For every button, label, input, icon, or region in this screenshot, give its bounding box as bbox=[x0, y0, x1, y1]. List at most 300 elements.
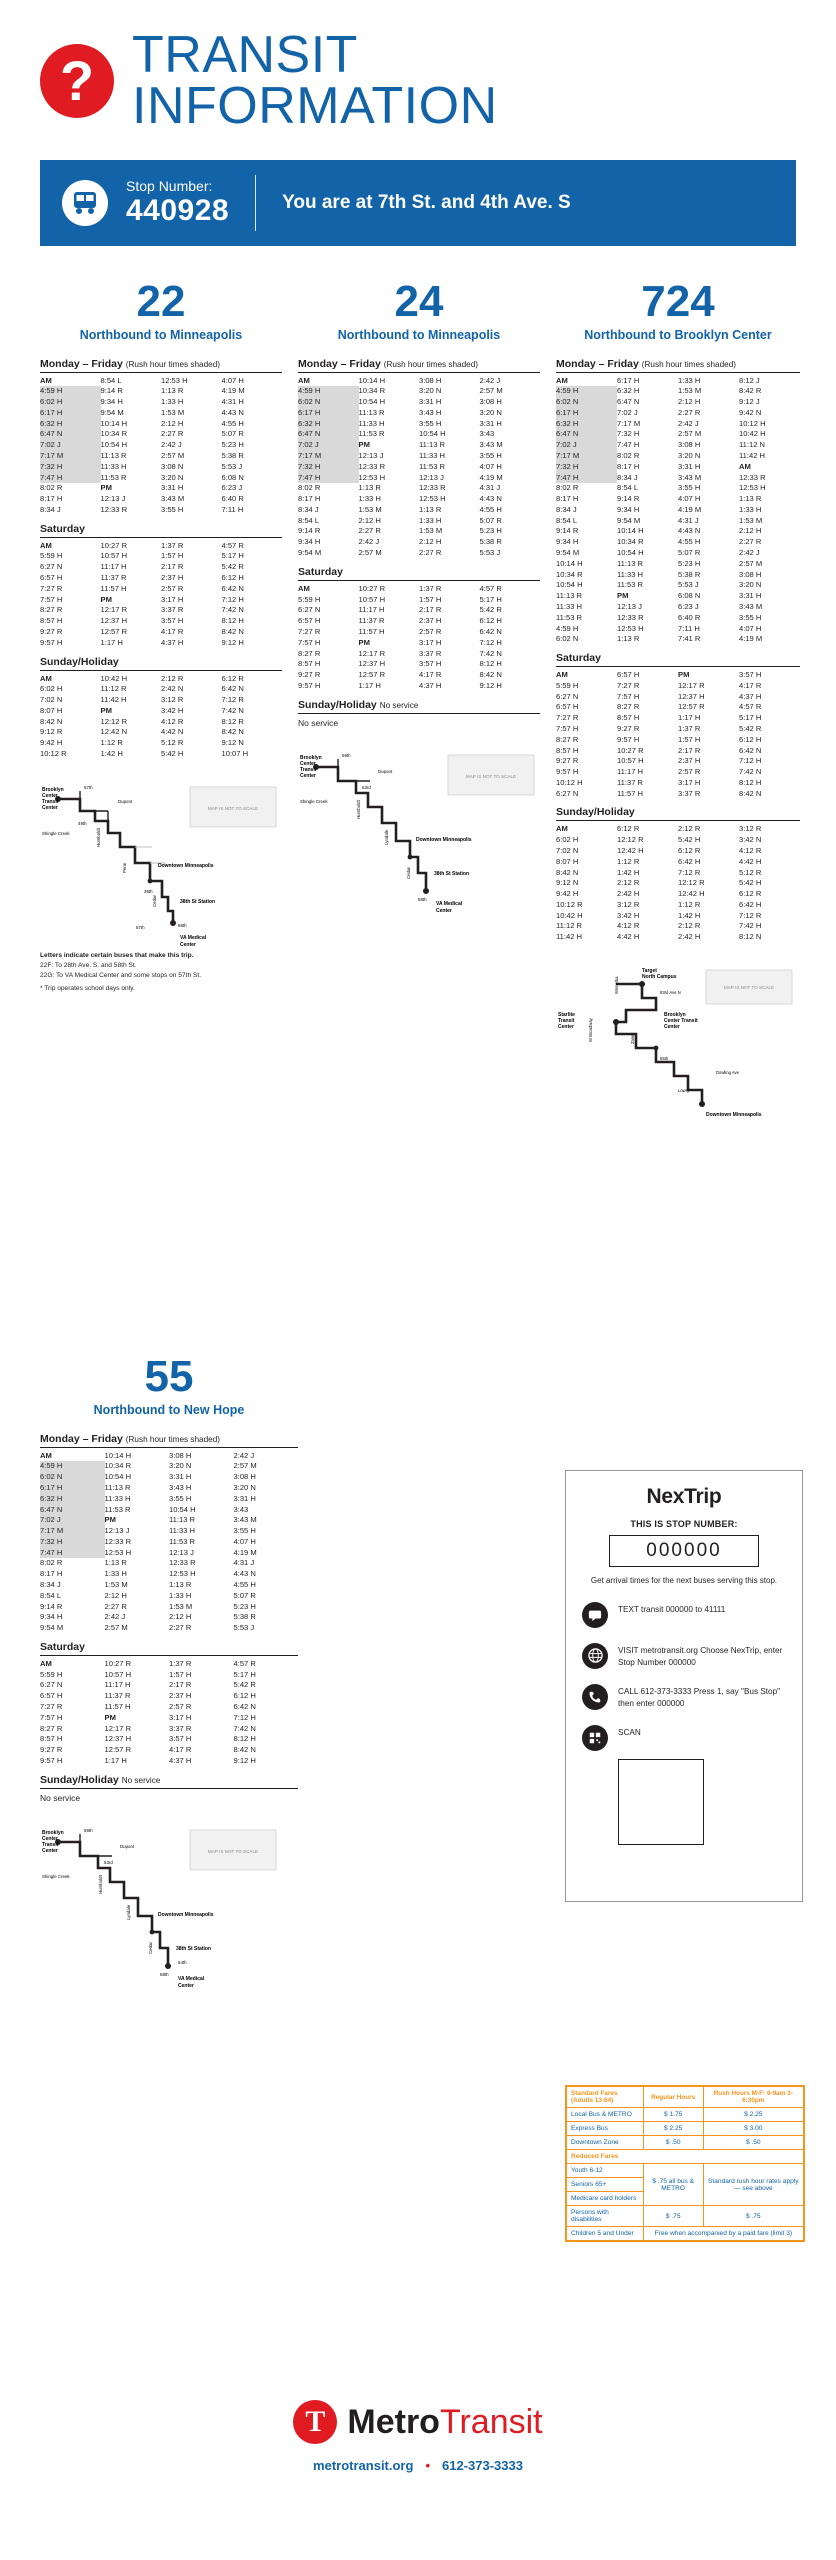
schedule-time: 9:27 R bbox=[617, 723, 640, 733]
schedule-time: 3:31 H bbox=[739, 591, 762, 601]
schedule-time: 1:17 H bbox=[678, 713, 701, 723]
schedule-time: 9:12 N bbox=[221, 738, 244, 748]
schedule-time: 11:57 H bbox=[100, 583, 127, 593]
schedule-time: 5:23 H bbox=[233, 1601, 256, 1611]
stop-number-value: 440928 bbox=[126, 193, 230, 227]
svg-text:Center Transit: Center Transit bbox=[664, 1018, 698, 1025]
schedule-time: 9:57 H bbox=[617, 734, 640, 744]
schedule-time: 8:54 L bbox=[100, 375, 122, 385]
fare-rush: $ .50 bbox=[703, 2136, 803, 2150]
map-note-1: 22F: To 28th Ave. S. and 58th St. bbox=[40, 961, 137, 969]
schedule-time: 11:53 R bbox=[100, 472, 127, 482]
schedule-time: 4:19 M bbox=[233, 1547, 257, 1557]
schedule-time: 2:57 M bbox=[161, 451, 185, 460]
schedule-time: 2:12 H bbox=[104, 1590, 127, 1600]
schedule-time: AM bbox=[556, 375, 568, 385]
schedule-time: 4:59 H bbox=[40, 386, 101, 397]
schedule-spacer bbox=[298, 559, 540, 566]
svg-text:49th: 49th bbox=[78, 820, 87, 826]
schedule-time: 1:53 M bbox=[358, 504, 382, 514]
schedule-time: 11:57 H bbox=[617, 788, 644, 798]
schedule-time: 8:57 H bbox=[40, 616, 63, 626]
schedule-time: 3:31 H bbox=[233, 1493, 256, 1503]
schedule-time: 10:54 H bbox=[556, 580, 583, 590]
nextrip-logo-next: Nex bbox=[646, 1485, 685, 1508]
schedule-time: AM bbox=[40, 375, 52, 385]
schedule-time: 8:54 L bbox=[298, 515, 320, 525]
stop-number-label: Stop Number: bbox=[126, 178, 213, 195]
schedule-time: 5:42 R bbox=[739, 723, 762, 733]
schedule-time: 8:54 L bbox=[617, 483, 639, 493]
schedule-time: 7:42 H bbox=[739, 921, 762, 931]
schedule-time: 10:54 H bbox=[617, 548, 644, 558]
schedule-time: 5:12 R bbox=[161, 738, 184, 748]
svg-text:57th: 57th bbox=[84, 784, 93, 790]
schedule-time: 1:13 R bbox=[358, 483, 381, 493]
schedule-grid bbox=[40, 674, 282, 760]
schedule-time: 12:42 H bbox=[678, 889, 705, 899]
schedule-time: 7:17 M bbox=[40, 1526, 105, 1537]
schedule-time: 11:13 R bbox=[104, 1482, 131, 1492]
schedule-time: 11:42 H bbox=[100, 695, 127, 705]
schedule-time: 12:13 J bbox=[419, 472, 444, 482]
fare-label: Persons with disabilities bbox=[567, 2206, 644, 2227]
route-direction: Northbound to Minneapolis bbox=[337, 327, 501, 342]
nextrip-option-scan-label: SCAN bbox=[618, 1727, 641, 1737]
schedule-time: 8:07 H bbox=[556, 856, 579, 866]
fares-header-regular: Regular Hours bbox=[643, 2087, 703, 2108]
schedule-grid bbox=[40, 1451, 298, 1634]
schedule-time: 4:31 H bbox=[221, 397, 244, 407]
schedule-time: 10:07 H bbox=[221, 748, 249, 758]
schedule-time: 10:27 R bbox=[104, 1658, 132, 1668]
fares-reduced-title: Reduced Fares bbox=[567, 2150, 804, 2164]
schedule-time: 4:12 R bbox=[617, 921, 640, 931]
schedule-time: 8:54 L bbox=[40, 1590, 62, 1600]
schedule-time: 5:17 H bbox=[479, 594, 502, 604]
schedule-time: 7:57 H bbox=[556, 723, 579, 733]
schedule-time: 7:02 N bbox=[556, 846, 579, 855]
schedule-time: 4:42 H bbox=[739, 856, 762, 866]
table-row bbox=[567, 2122, 804, 2136]
table-row bbox=[567, 2108, 804, 2122]
schedule-time: 1:13 R bbox=[739, 494, 762, 504]
schedule-time: 4:17 R bbox=[739, 680, 762, 690]
schedule-time: 6:40 R bbox=[678, 612, 701, 622]
schedule-time: 6:12 R bbox=[221, 673, 244, 683]
schedule-spacer bbox=[556, 645, 800, 652]
nextrip-logo-trip: Trip bbox=[684, 1485, 722, 1508]
schedule-time: 3:37 R bbox=[161, 605, 184, 615]
schedule-time: 8:12 R bbox=[221, 716, 244, 726]
schedule-time: 11:42 H bbox=[556, 932, 583, 942]
schedule-time: 2:12 R bbox=[161, 673, 184, 683]
schedule-time: 11:33 H bbox=[617, 569, 644, 579]
svg-text:Center: Center bbox=[42, 792, 58, 799]
schedule-time: 4:43 N bbox=[678, 526, 701, 536]
schedule-time: 1:53 M bbox=[161, 407, 185, 417]
schedule-time: 3:20 N bbox=[169, 1461, 192, 1471]
schedule-grid bbox=[40, 1659, 298, 1767]
svg-text:Lowry: Lowry bbox=[678, 1088, 690, 1094]
schedule-time: 1:12 R bbox=[678, 899, 701, 909]
schedule-time: 6:27 N bbox=[556, 691, 579, 701]
schedule-time: 1:33 H bbox=[678, 375, 701, 385]
schedule-time: 12:37 H bbox=[678, 691, 705, 701]
schedule-time: 4:12 R bbox=[739, 846, 762, 855]
schedule-time: 10:34 R bbox=[556, 569, 583, 579]
schedule-time: 1:53 M bbox=[678, 386, 702, 396]
svg-text:MAP IS NOT TO SCALE: MAP IS NOT TO SCALE bbox=[465, 773, 517, 779]
schedule-time: 5:59 H bbox=[298, 594, 321, 604]
schedule-time: 2:12 H bbox=[169, 1612, 192, 1622]
schedule-time: AM bbox=[556, 670, 568, 680]
schedule-time: 1:17 H bbox=[100, 637, 123, 647]
schedule-time: 5:59 H bbox=[40, 1669, 63, 1679]
metro-transit-mark-icon: T bbox=[293, 2400, 337, 2444]
schedule-time: 12:12 R bbox=[617, 835, 644, 845]
schedule-time: 6:02 N bbox=[40, 1472, 105, 1483]
bus-icon bbox=[62, 180, 108, 226]
schedule-time: 6:02 N bbox=[556, 397, 617, 408]
schedule-time: 2:42 J bbox=[233, 1450, 255, 1460]
schedule-time: 9:42 H bbox=[40, 738, 63, 748]
nextrip-option-visit bbox=[582, 1643, 786, 1669]
schedule-time: 5:07 R bbox=[479, 515, 502, 525]
fare-label: Express Bus bbox=[567, 2122, 644, 2136]
schedule-time: 3:55 H bbox=[479, 451, 502, 460]
schedule-time: 6:27 N bbox=[40, 1680, 63, 1690]
schedule-time: 6:32 H bbox=[298, 419, 359, 430]
schedule-time: 5:07 R bbox=[678, 548, 701, 558]
schedule-time: 2:42 J bbox=[358, 537, 380, 547]
schedule-time: 10:57 H bbox=[358, 594, 386, 604]
schedule-time: AM bbox=[40, 1658, 52, 1668]
schedule-time: 1:37 R bbox=[419, 583, 442, 593]
schedule-grid bbox=[556, 670, 800, 799]
schedule-time: 11:17 H bbox=[358, 605, 385, 615]
schedule-time: AM bbox=[556, 824, 568, 834]
schedule-time: 2:12 H bbox=[419, 537, 442, 547]
stop-number-placeholder-box: 000000 bbox=[609, 1535, 759, 1567]
schedule-time: 4:42 N bbox=[161, 727, 184, 737]
schedule-time: 4:31 J bbox=[479, 483, 501, 493]
schedule-time: 2:42 H bbox=[678, 932, 701, 942]
schedule-time: 11:17 H bbox=[617, 767, 644, 777]
schedule-time: 4:07 H bbox=[233, 1536, 256, 1546]
svg-text:Lyndale: Lyndale bbox=[126, 1904, 131, 1920]
route-column-55 bbox=[40, 1352, 298, 1990]
schedule-time: 4:55 H bbox=[233, 1580, 256, 1589]
schedule-time: 3:42 N bbox=[739, 835, 762, 845]
schedule-time: 8:12 H bbox=[221, 616, 244, 626]
schedule-time: 3:12 R bbox=[161, 695, 184, 705]
schedule-time: 10:12 R bbox=[556, 899, 583, 909]
schedule-time: 6:02 N bbox=[556, 634, 579, 644]
schedule-time: 8:57 H bbox=[298, 659, 321, 669]
schedule-time: AM bbox=[40, 1450, 52, 1460]
fare-regular: $ 2.25 bbox=[643, 2122, 703, 2136]
schedule-time: 10:34 R bbox=[100, 429, 128, 439]
stop-location: You are at 7th St. and 4th Ave. S bbox=[282, 191, 571, 213]
schedule-time: 7:17 M bbox=[617, 418, 641, 428]
schedule-time: 10:14 H bbox=[556, 558, 583, 568]
schedule-time: 7:12 H bbox=[479, 637, 502, 647]
schedule-time: 7:02 J bbox=[40, 1515, 105, 1526]
schedule-time: 3:37 R bbox=[678, 788, 701, 798]
schedule-time: 9:54 M bbox=[100, 407, 124, 417]
metro-transit-wordmark bbox=[347, 2403, 542, 2442]
schedule-time: 6:17 H bbox=[40, 408, 101, 419]
table-row bbox=[567, 2227, 804, 2241]
schedule-time: 1:33 H bbox=[419, 515, 442, 525]
schedule-time: 8:42 N bbox=[479, 670, 502, 680]
schedule-time: 5:38 R bbox=[678, 569, 701, 579]
schedule-time: 12:17 R bbox=[678, 680, 705, 690]
schedule-time: 1:42 H bbox=[678, 910, 701, 920]
schedule-time: 6:08 N bbox=[221, 472, 244, 482]
svg-text:Downtown Minneapolis: Downtown Minneapolis bbox=[158, 862, 214, 869]
schedule-time: 3:43 M bbox=[479, 440, 503, 450]
schedule-time: 2:37 H bbox=[678, 756, 701, 766]
map-note-0: Letters indicate certain buses that make this trip. bbox=[40, 951, 194, 959]
schedule-time: 3:55 H bbox=[739, 612, 762, 622]
schedule-time: 3:17 H bbox=[161, 594, 184, 604]
schedule-time: 6:02 H bbox=[40, 397, 101, 408]
schedule-55 bbox=[40, 1433, 298, 1810]
schedule-time: 6:42 N bbox=[233, 1702, 256, 1712]
svg-text:Cedar: Cedar bbox=[406, 866, 411, 879]
schedule-time: 2:42 J bbox=[739, 548, 760, 558]
schedule-time: 3:08 H bbox=[678, 440, 701, 450]
schedule-time: 2:37 H bbox=[161, 573, 184, 583]
route-number: 22 bbox=[136, 276, 186, 326]
schedule-time: 5:38 R bbox=[233, 1612, 256, 1622]
fares-table bbox=[565, 2085, 805, 2242]
schedule-time: 6:42 N bbox=[739, 745, 762, 755]
schedule-spacer bbox=[298, 728, 540, 735]
fare-regular: $ .75 all bus & METRO bbox=[643, 2164, 703, 2206]
schedule-time: 2:27 R bbox=[104, 1601, 127, 1611]
schedule-time: 2:17 R bbox=[419, 605, 442, 615]
schedule-time: 3:17 H bbox=[678, 777, 701, 787]
schedule-time: 10:34 R bbox=[104, 1461, 132, 1471]
route-columns bbox=[28, 276, 808, 1134]
schedule-time: 3:43 H bbox=[169, 1482, 192, 1492]
table-row bbox=[567, 2164, 804, 2178]
schedule-spacer bbox=[40, 1634, 298, 1641]
schedule-time: 7:12 H bbox=[233, 1712, 256, 1722]
svg-text:Dupont: Dupont bbox=[120, 1843, 135, 1849]
schedule-time: 2:42 H bbox=[617, 889, 640, 899]
schedule-time: 5:38 R bbox=[479, 537, 502, 547]
schedule-time: 7:02 J bbox=[40, 440, 101, 451]
schedule-time: 11:53 R bbox=[556, 612, 583, 622]
schedule-time: 6:23 J bbox=[221, 483, 243, 493]
schedule-time: 9:14 R bbox=[40, 1601, 63, 1611]
fare-note: Free when accompanied by a paid fare (limit 3) bbox=[643, 2227, 803, 2241]
schedule-time: 8:27 R bbox=[40, 1723, 63, 1733]
footer-website[interactable]: metrotransit.org bbox=[313, 2458, 414, 2473]
nextrip-option-scan bbox=[582, 1725, 786, 1751]
schedule-time: 3:20 N bbox=[678, 451, 701, 460]
schedule-time: 6:57 H bbox=[298, 616, 321, 626]
schedule-time: 12:57 R bbox=[104, 1745, 132, 1755]
schedule-time: 3:20 N bbox=[739, 580, 762, 590]
schedule-time: 4:19 M bbox=[479, 472, 503, 482]
schedule-time: 3:20 N bbox=[233, 1482, 256, 1492]
schedule-time: 6:40 R bbox=[221, 494, 244, 504]
schedule-time: 1:33 H bbox=[358, 494, 381, 504]
route-map-55 bbox=[40, 1820, 298, 1990]
schedule-time: 8:34 J bbox=[298, 504, 319, 514]
schedule-time: 11:33 H bbox=[169, 1526, 196, 1536]
schedule-time: 6:08 N bbox=[678, 591, 701, 601]
schedule-grid bbox=[556, 376, 800, 646]
schedule-time: 9:27 R bbox=[40, 1745, 63, 1755]
schedule-time: 12:53 H bbox=[161, 375, 188, 385]
schedule-time: 4:07 H bbox=[678, 494, 701, 504]
schedule-grid bbox=[40, 376, 282, 516]
schedule-time: 9:57 H bbox=[556, 767, 579, 777]
schedule-time: 6:47 N bbox=[617, 397, 640, 407]
schedule-24 bbox=[298, 358, 540, 735]
schedule-time: 4:07 H bbox=[479, 461, 502, 471]
schedule-time: 8:02 R bbox=[40, 1558, 63, 1568]
schedule-time: 1:42 H bbox=[100, 748, 123, 758]
route-map-24 bbox=[298, 745, 540, 915]
route-direction: Northbound to New Hope bbox=[93, 1403, 245, 1417]
schedule-time: 8:57 H bbox=[40, 1734, 63, 1744]
schedule-time: 9:54 M bbox=[40, 1623, 64, 1633]
schedule-time: 2:12 H bbox=[161, 418, 184, 428]
schedule-time: 3:43 M bbox=[161, 494, 185, 504]
schedule-time: 8:42 N bbox=[221, 727, 244, 737]
schedule-time: 3:12 R bbox=[617, 899, 640, 909]
schedule-time: 2:27 R bbox=[419, 548, 442, 558]
schedule-time: 7:27 R bbox=[40, 1702, 63, 1712]
schedule-time: 5:53 J bbox=[233, 1623, 255, 1633]
svg-text:35th: 35th bbox=[144, 888, 153, 894]
schedule-time: 2:12 R bbox=[617, 878, 640, 888]
schedule-time: 12:17 R bbox=[104, 1723, 132, 1733]
schedule-time: 5:17 H bbox=[739, 713, 762, 723]
schedule-time: 7:11 H bbox=[221, 504, 244, 514]
schedule-time: 3:20 N bbox=[161, 472, 184, 482]
schedule-time: 10:27 R bbox=[100, 540, 128, 550]
svg-text:Dupont: Dupont bbox=[118, 798, 133, 804]
schedule-time: 2:57 R bbox=[161, 583, 184, 593]
schedule-time: 9:34 H bbox=[298, 537, 321, 547]
schedule-time: 5:12 R bbox=[739, 867, 762, 877]
schedule-time: 7:47 H bbox=[298, 473, 359, 484]
schedule-time: 7:32 H bbox=[617, 429, 640, 439]
schedule-time: 8:34 J bbox=[617, 472, 638, 482]
schedule-time: 5:07 R bbox=[221, 429, 244, 439]
schedule-time: 8:42 N bbox=[40, 716, 63, 726]
rush-hour-note: (Rush hour times shaded) bbox=[125, 1434, 220, 1444]
schedule-time: 4:17 R bbox=[419, 670, 442, 680]
svg-text:Center: Center bbox=[664, 1024, 680, 1031]
route-map-724 bbox=[556, 964, 800, 1134]
schedule-time: 11:57 H bbox=[104, 1702, 131, 1712]
schedule-time: 6:32 H bbox=[617, 386, 640, 396]
schedule-time: AM bbox=[298, 583, 310, 593]
schedule-spacer bbox=[40, 516, 282, 523]
route-column-724 bbox=[548, 276, 808, 1134]
schedule-time: 9:12 H bbox=[233, 1755, 256, 1765]
nextrip-option-call-label: CALL 612-373-3333 Press 1, say "Bus Stop" then enter 000000 bbox=[618, 1686, 781, 1708]
schedule-time: 6:47 N bbox=[556, 429, 617, 440]
schedule-time: 8:27 R bbox=[298, 648, 321, 658]
schedule-time: 12:33 R bbox=[739, 472, 766, 482]
schedule-spacer bbox=[298, 692, 540, 699]
schedule-time: 2:42 N bbox=[161, 684, 184, 694]
schedule-time: 9:34 H bbox=[556, 537, 579, 547]
schedule-time: 8:17 H bbox=[40, 494, 63, 504]
fare-rush: Standard rush hour rates apply — see above bbox=[703, 2164, 803, 2206]
schedule-time: 11:13 R bbox=[169, 1515, 196, 1525]
svg-text:59th: 59th bbox=[342, 752, 351, 758]
schedule-time: 1:13 R bbox=[617, 634, 640, 644]
schedule-time: 7:42 N bbox=[479, 648, 502, 658]
schedule-time: 1:57 H bbox=[161, 551, 184, 561]
schedule-time: 12:33 R bbox=[617, 612, 644, 622]
schedule-time: 4:37 H bbox=[169, 1755, 192, 1765]
schedule-time: 2:12 H bbox=[678, 397, 701, 407]
schedule-time: 9:12 H bbox=[479, 680, 502, 690]
schedule-time: 11:53 R bbox=[419, 461, 446, 471]
svg-text:Zane: Zane bbox=[630, 1034, 635, 1045]
globe-icon bbox=[582, 1643, 608, 1669]
schedule-time: 9:12 H bbox=[221, 637, 244, 647]
schedule-time: 6:12 R bbox=[739, 889, 762, 899]
schedule-time: 3:55 H bbox=[678, 483, 701, 493]
schedule-time: 12:37 H bbox=[104, 1734, 132, 1744]
fare-regular: $ .75 bbox=[643, 2206, 703, 2227]
svg-text:W Broadway: W Broadway bbox=[588, 1018, 593, 1043]
schedule-time: 4:55 H bbox=[221, 418, 244, 428]
schedule-time: 1:37 R bbox=[161, 540, 184, 550]
schedule-time: 6:27 N bbox=[298, 605, 321, 615]
schedule-time: PM bbox=[100, 705, 112, 715]
schedule-time: 2:37 H bbox=[169, 1691, 192, 1701]
schedule-time: 1:53 M bbox=[104, 1580, 128, 1589]
schedule-time: 3:31 H bbox=[479, 418, 502, 428]
schedule-time: 5:42 R bbox=[221, 562, 244, 572]
schedule-time: 6:47 N bbox=[298, 429, 359, 440]
svg-text:Shingle Creek: Shingle Creek bbox=[42, 1873, 70, 1879]
schedule-time: 4:12 R bbox=[161, 716, 184, 726]
fares-header-standard: Standard Fares (Adults 13-64) bbox=[567, 2087, 644, 2108]
schedule-spacer bbox=[40, 1803, 298, 1810]
schedule-time: 3:20 N bbox=[479, 407, 502, 417]
svg-text:Cedar: Cedar bbox=[152, 894, 157, 907]
schedule-time: 7:02 N bbox=[40, 695, 63, 705]
schedule-time: 8:02 R bbox=[298, 483, 321, 493]
schedule-time: 7:32 H bbox=[40, 1537, 105, 1548]
brand-metro: Metro bbox=[347, 2402, 440, 2441]
schedule-time: 5:38 R bbox=[221, 451, 244, 460]
svg-text:MAP IS NOT TO SCALE: MAP IS NOT TO SCALE bbox=[207, 805, 259, 811]
schedule-time: 6:12 R bbox=[678, 846, 701, 855]
schedule-time: 3:08 H bbox=[233, 1472, 256, 1482]
schedule-time: 12:13 J bbox=[358, 451, 384, 460]
schedule-time: 1:33 H bbox=[161, 397, 184, 407]
schedule-time: 12:53 H bbox=[617, 623, 644, 633]
fare-label: Downtown Zone bbox=[567, 2136, 644, 2150]
schedule-time: 3:43 M bbox=[233, 1515, 257, 1525]
